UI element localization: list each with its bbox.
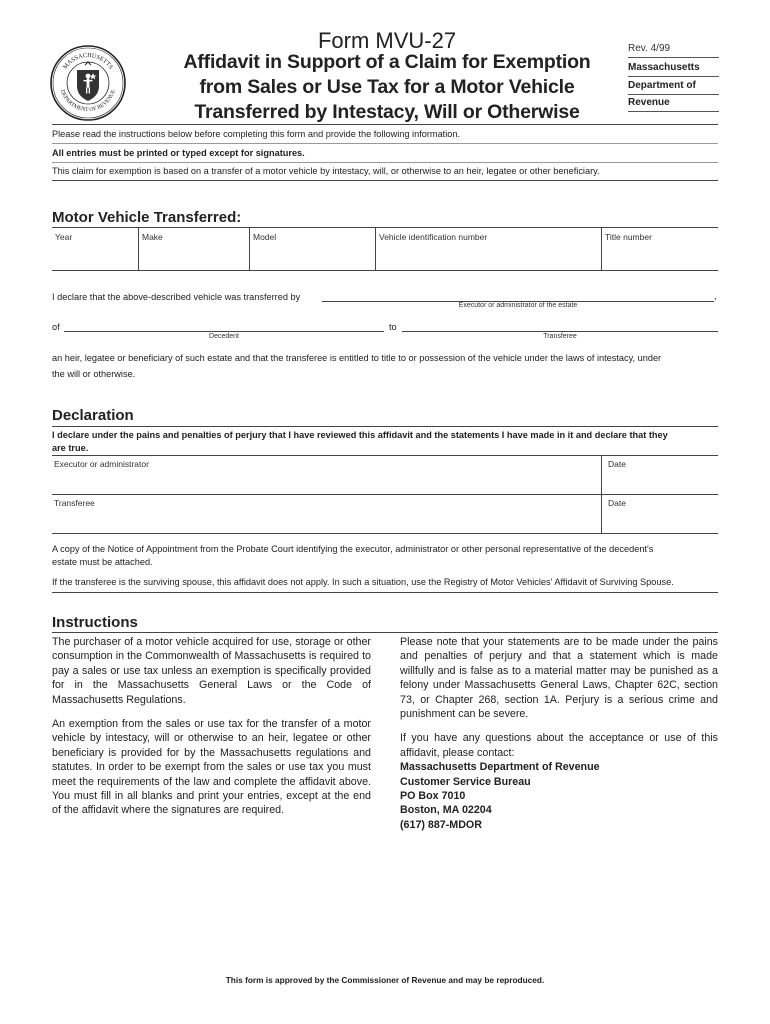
section-title-vehicle: Motor Vehicle Transferred: <box>52 209 242 226</box>
revision-date: Rev. 4/99 <box>628 43 671 54</box>
section-title-instructions: Instructions <box>52 614 138 631</box>
surviving-spouse-note: If the transferee is the surviving spouse, this affidavit does not apply. In such a situation, use the Registry of Motor Vehicles' Affidavit of Surviving Spouse. <box>52 577 674 587</box>
instructions-paragraph-4: If you have any questions about the acceptance or use of this affidavit, please contact: <box>400 732 718 759</box>
instructions-right-column <box>400 635 718 832</box>
year-field[interactable] <box>52 228 139 270</box>
header-rule <box>52 124 718 125</box>
decedent-input[interactable] <box>64 331 384 332</box>
department-line-1: Massachusetts <box>628 62 700 73</box>
executor-signature-field[interactable] <box>52 456 600 494</box>
seal-bottom-text: DEPARTMENT OF REVENUE <box>59 89 117 114</box>
divider <box>52 533 718 534</box>
year-label: Year <box>55 232 73 242</box>
form-number: Form MVU-27 <box>317 28 457 53</box>
transferee-label: Transferee <box>54 498 95 508</box>
title-line-1: Affidavit in Support of a Claim for Exemption <box>183 51 591 73</box>
divider <box>628 57 719 58</box>
form-title <box>168 50 606 125</box>
footer-note: This form is approved by the Commissioner of Revenue and may be reproduced. <box>225 975 545 985</box>
notice-line-1: A copy of the Notice of Appointment from the Probate Court identifying the executor, administrator or other personal representative of the decedent's <box>52 544 654 554</box>
executor-date-field[interactable] <box>603 456 718 494</box>
divider <box>628 94 719 95</box>
decedent-caption: Decedent <box>209 333 239 340</box>
make-label: Make <box>142 232 163 242</box>
divider <box>628 111 719 112</box>
divider <box>601 456 602 494</box>
declaration-statement-line-2: are true. <box>52 443 89 453</box>
transferee-input[interactable] <box>402 331 718 332</box>
intro-line-1: Please read the instructions below before completing this form and provide the following information. <box>52 129 461 139</box>
instructions-paragraph-3: Please note that your statements are to be made under the pains and penalties of perjury and that a statement which is made willfully and is false as to a material matter may be punished as a felony under Massachusetts General Laws, Chapter 62C, section 73, or Chapter 268, section 1A. Perjury is a serious crime and punishment can be severe. <box>400 636 718 721</box>
divider <box>52 592 718 593</box>
title-line-2: from Sales or Use Tax for a Motor Vehicle <box>199 76 575 98</box>
divider <box>52 632 718 633</box>
vehicle-table <box>52 227 718 271</box>
title-line-3: Transferred by Intestacy, Will or Otherwise <box>194 101 580 123</box>
to-label: to <box>389 322 397 332</box>
svg-text:MASSACHUSETTS <box>62 52 115 71</box>
divider <box>52 162 718 163</box>
heir-text-line-2: the will or otherwise. <box>52 369 136 379</box>
notice-line-2: estate must be attached. <box>52 557 153 567</box>
contact-address <box>400 760 718 832</box>
section-title-declaration: Declaration <box>52 407 134 424</box>
executor-signature-row <box>52 455 718 494</box>
divider <box>601 495 602 533</box>
address-line-2: Customer Service Bureau <box>400 775 531 788</box>
vin-label: Vehicle identification number <box>379 232 488 242</box>
model-field[interactable] <box>250 228 376 270</box>
divider <box>52 180 718 181</box>
of-label: of <box>52 322 60 332</box>
transferee-signature-field[interactable] <box>52 495 600 533</box>
comma: , <box>714 291 717 301</box>
department-line-3: Revenue <box>628 97 670 108</box>
title-number-label: Title number <box>605 232 652 242</box>
department-seal-icon <box>49 44 127 122</box>
transferee-date-field[interactable] <box>603 495 718 533</box>
make-field[interactable] <box>139 228 250 270</box>
address-line-4: Boston, MA 02204 <box>400 804 492 817</box>
divider <box>52 143 718 144</box>
address-line-1: Massachusetts Department of Revenue <box>400 761 600 774</box>
instructions-paragraph-1: The purchaser of a motor vehicle acquired for use, storage or other consumption in the Commonwealth of Massachusetts is required to pay a sales or use tax unless an exemption is specifically provided for in the Massachusetts General Laws or the Code of Massachusetts Regulations. <box>52 636 371 706</box>
transferee-signature-row <box>52 494 718 533</box>
model-label: Model <box>253 232 277 242</box>
address-line-3: PO Box 7010 <box>400 790 466 803</box>
executor-label: Executor or administrator <box>54 459 149 469</box>
instructions-left-column <box>52 635 371 828</box>
declaration-statement-line-1: I declare under the pains and penalties of perjury that I have reviewed this affidavit and the statements I have made in it and declare that they <box>52 430 668 440</box>
vin-field[interactable] <box>376 228 602 270</box>
date-label-2: Date <box>608 498 626 508</box>
transferee-caption: Transferee <box>543 333 577 340</box>
divider <box>628 76 719 77</box>
instructions-paragraph-2: An exemption from the sales or use tax for the transfer of a motor vehicle by intestacy, will or otherwise to an heir, legatee or other beneficiary is provided for by the Massachusetts regulations and statutes. In order to be exempt from the sales or use tax you must meet the requirements of the law and complete the affidavit above. You must fill in all blanks and print your entries, except at the end of the affidavit where the signatures are required. <box>52 718 371 817</box>
address-line-5: (617) 887-MDOR <box>400 818 482 831</box>
seal-top-text: MASSACHUSETTS <box>61 51 115 71</box>
intro-line-3: This claim for exemption is based on a transfer of a motor vehicle by intestacy, will, or otherwise to an heir, legatee or other beneficiary. <box>52 166 600 176</box>
executor-estate-caption: Executor or administrator of the estate <box>458 302 578 309</box>
declare-text: I declare that the above-described vehicle was transferred by <box>52 292 301 302</box>
intro-line-2: All entries must be printed or typed except for signatures. <box>52 148 305 158</box>
date-label: Date <box>608 459 626 469</box>
divider <box>52 426 718 427</box>
department-line-2: Department of <box>628 80 696 91</box>
title-number-field[interactable] <box>602 228 718 270</box>
heir-text-line-1: an heir, legatee or beneficiary of such estate and that the transferee is entitled to title to or possession of the vehicle under the laws of intestacy, under <box>52 353 662 363</box>
